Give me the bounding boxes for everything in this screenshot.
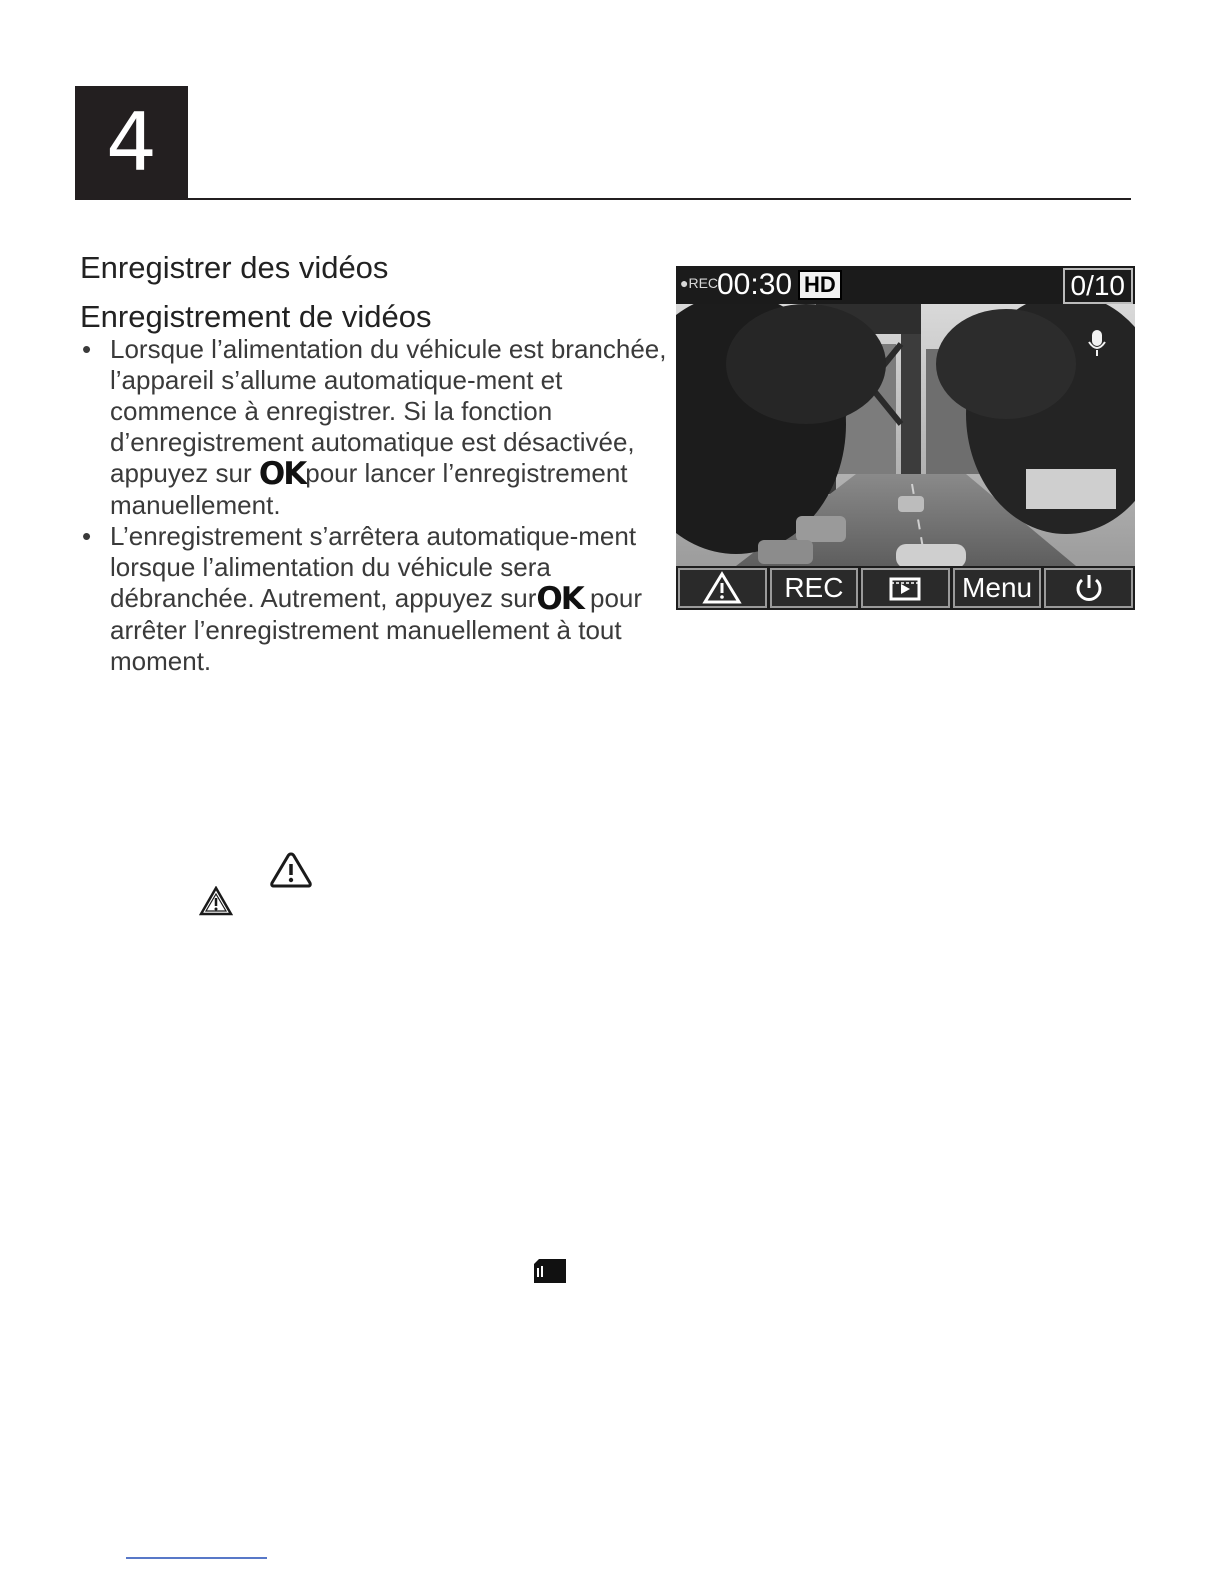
- playback-button[interactable]: [861, 568, 950, 608]
- bullet-text-end: pour arrêter l’enregistrement manuellement à tout moment.: [110, 583, 643, 676]
- sd-card-icon: [533, 1258, 567, 1284]
- footer-link-rule: [126, 1557, 267, 1559]
- instruction-list: [80, 334, 675, 677]
- bullet-marker: •: [82, 521, 92, 551]
- rec-button[interactable]: [770, 568, 859, 608]
- screen-status-bar: [676, 266, 1135, 304]
- section-subtitle: Enregistrement de vidéos: [80, 299, 432, 334]
- chapter-divider: [188, 198, 1131, 200]
- ok-button-icon: OK: [536, 581, 583, 617]
- file-counter: 0/10: [1063, 268, 1134, 304]
- playback-icon: [888, 574, 922, 602]
- power-icon: [1072, 571, 1106, 605]
- rec-button-label: REC: [784, 572, 844, 603]
- power-button[interactable]: [1044, 568, 1133, 608]
- microphone-icon: [1087, 328, 1107, 358]
- ok-button-icon: OK: [258, 456, 306, 492]
- chapter-number-box: [75, 86, 188, 200]
- emergency-record-button[interactable]: [678, 568, 767, 608]
- camera-view-image: [676, 304, 1135, 566]
- list-item: [80, 334, 675, 521]
- bullet-marker: •: [82, 334, 92, 364]
- bullet-text-end: pour lancer l’enregistrement manuellement.: [110, 458, 628, 520]
- section-title: Enregistrer des vidéos: [80, 250, 389, 285]
- screen-button-bar: [676, 566, 1135, 610]
- warning-icon: [199, 886, 233, 916]
- bullet-text-start: L’enregistrement s’arrêtera automatique-ment lorsque l’alimentation du véhicule sera débranchée. Autrement, appuyez sur: [110, 521, 637, 613]
- warning-icon: [702, 571, 742, 605]
- hd-badge: HD: [800, 272, 840, 298]
- menu-button[interactable]: [953, 568, 1042, 608]
- chapter-number: 4: [106, 96, 157, 189]
- rec-indicator: ●REC: [680, 275, 719, 291]
- list-item: [80, 521, 675, 677]
- warning-icon: [269, 851, 313, 889]
- bullet-text-start: Lorsque l’alimentation du véhicule est branchée, l’appareil s’allume automatique-ment et commence à enregistrer. Si la fonction d’enregistrement automatique est désactivée, appuyez sur: [110, 334, 667, 488]
- menu-button-label: Menu: [962, 572, 1033, 603]
- recording-timer: 00:30: [717, 268, 793, 301]
- dashcam-screen: [676, 266, 1135, 610]
